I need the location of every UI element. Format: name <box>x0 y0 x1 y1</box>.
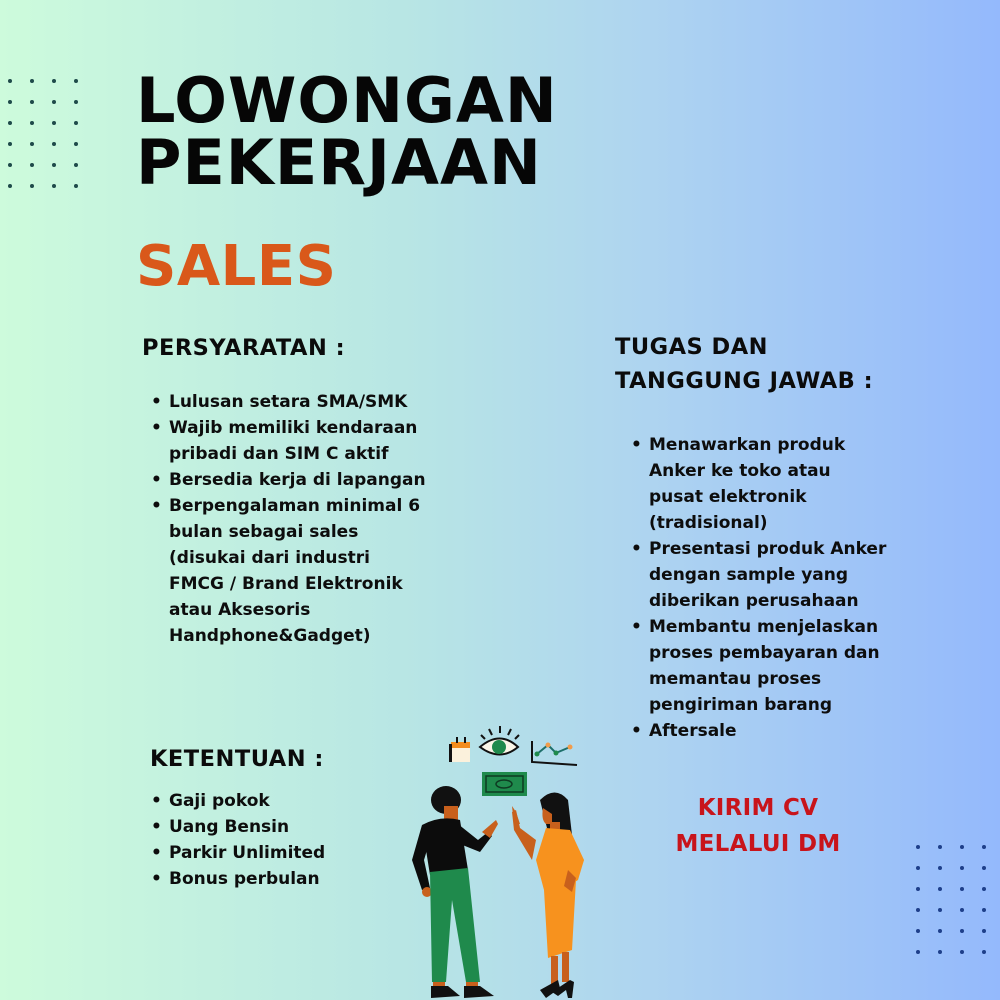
list-item: • Gaji pokok <box>148 788 398 814</box>
list-item: • Wajib memiliki kendaraan pribadi dan SIM C aktif <box>148 415 438 467</box>
benefits-heading: KETENTUAN : <box>150 746 324 772</box>
title-line-2: PEKERJAAN <box>136 126 542 199</box>
duties-heading-line-2: TANGGUNG JAWAB : <box>615 368 874 394</box>
cta-line-1: KIRIM CV <box>697 795 819 821</box>
list-item: • Aftersale <box>628 718 928 744</box>
list-item: • Parkir Unlimited <box>148 840 398 866</box>
cta-line-2: MELALUI DM <box>675 831 841 857</box>
duties-list <box>628 432 928 744</box>
duties-heading-line-1: TUGAS DAN <box>615 334 768 360</box>
decorative-dot-grid-bottom-right <box>916 845 1000 971</box>
man-figure <box>412 786 498 998</box>
list-item: • Menawarkan produk Anker ke toko atau pusat elektronik (tradisional) <box>628 432 849 536</box>
people-discussion-illustration <box>400 720 600 1000</box>
list-item: • Presentasi produk Anker dengan sample yang diberikan perusahaan <box>628 536 904 614</box>
position-title: SALES <box>136 234 337 299</box>
duties-heading <box>615 330 873 398</box>
benefits-list <box>148 788 398 892</box>
requirements-heading: PERSYARATAN : <box>142 335 346 361</box>
list-item: • Lulusan setara SMA/SMK <box>148 389 438 415</box>
title-line-1: LOWONGAN <box>136 64 558 137</box>
list-item: • Bersedia kerja di lapangan <box>148 467 438 493</box>
list-item: • Uang Bensin <box>148 814 398 840</box>
poster-title <box>136 64 558 199</box>
woman-figure <box>512 793 584 999</box>
send-cv-call-to-action <box>640 790 876 862</box>
line-chart-icon <box>532 741 577 765</box>
list-item: • Membantu menjelaskan proses pembayaran dan memantau proses pengiriman barang <box>628 614 904 718</box>
calendar-icon <box>449 737 470 762</box>
decorative-dot-grid-top-left <box>8 79 96 205</box>
money-bill-icon <box>482 772 527 796</box>
eye-icon <box>480 726 519 755</box>
requirements-list <box>148 389 438 649</box>
list-item: • Bonus perbulan <box>148 866 398 892</box>
list-item: • Berpengalaman minimal 6 bulan sebagai sales (disukai dari industri FMCG / Brand Elektronik atau Aksesoris Handphone&Gadget) <box>148 493 429 649</box>
